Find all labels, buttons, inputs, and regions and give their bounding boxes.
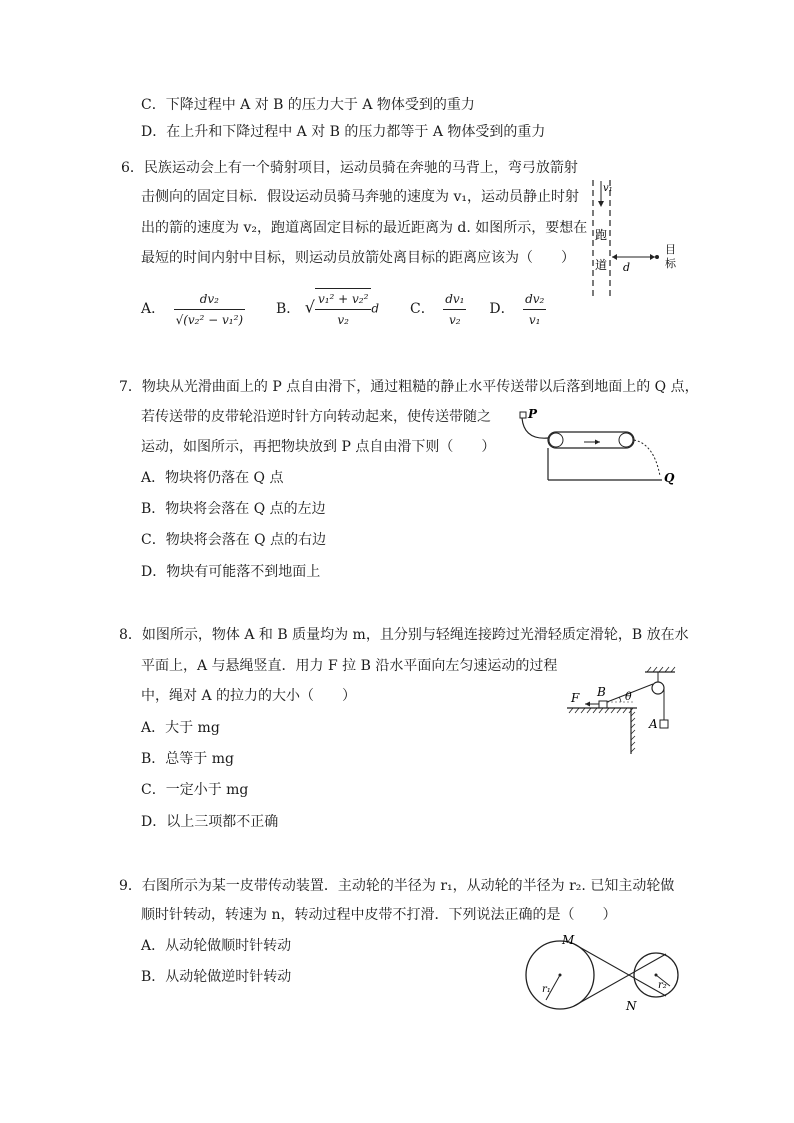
q7-stem-line-2: 若传送带的皮带轮沿逆时针方向转动起来，使传送带随之	[141, 409, 491, 425]
q7-option-d: D．物块有可能落不到地面上	[141, 564, 321, 580]
q6-option-b-label: B．	[275, 301, 301, 317]
q9-stem-line-1: 9．右图所示为某一皮带传动装置．主动轮的半径为 r₁，从动轮的半径为 r₂. 已知主动轮做	[119, 878, 675, 894]
q8-stem-line-1: 8．如图所示，物体 A 和 B 质量均为 m，且分别与轻绳连接跨过光滑轻质定滑轮，B 放在水	[119, 627, 689, 643]
q6-track-char-1: 跑	[595, 228, 608, 242]
q7-option-c: C．物块将会落在 Q 点的右边	[141, 532, 327, 548]
q8-a-label: A	[649, 717, 658, 731]
q8-stem-line-2: 平面上，A 与悬绳竖直．用力 F 拉 B 沿水平面向左匀速运动的过程	[141, 658, 558, 674]
q9-n-label: N	[626, 999, 637, 1013]
q6-option-d-label: D．	[489, 301, 515, 317]
q5-option-d: D．在上升和下降过程中 A 对 B 的压力都等于 A 物体受到的重力	[141, 124, 546, 140]
q9-option-a: A．从动轮做顺时针转动	[141, 938, 292, 954]
q7-option-a: A．物块将仍落在 Q 点	[141, 470, 284, 486]
q6-target-char-2: 标	[665, 257, 676, 270]
q5-option-c: C．下降过程中 A 对 B 的压力大于 A 物体受到的重力	[141, 97, 475, 113]
q8-option-b: B．总等于 mg	[141, 751, 234, 767]
q7-conveyor-diagram	[512, 402, 682, 492]
q6-stem-line-3: 出的箭的速度为 v₂，跑道离固定目标的最近距离为 d. 如图所示，要想在	[141, 220, 588, 236]
q8-b-label: B	[597, 685, 606, 699]
q6-stem-line-4: 最短的时间内射中目标，则运动员放箭处离目标的距离应该为（ ）	[141, 250, 575, 266]
q7-q-label: Q	[664, 471, 675, 485]
q6-option-b-formula: √ $\frac{\text{v₁² + v₂²}}{\text{v₂}}$ d	[305, 288, 379, 330]
q6-target-char-1: 目	[665, 243, 676, 256]
q6-track-diagram	[585, 175, 695, 305]
q8-option-d: D．以上三项都不正确	[141, 814, 279, 830]
q9-option-b: B．从动轮做逆时针转动	[141, 969, 292, 985]
q9-stem-line-2: 顺时针转动，转速为 n，转动过程中皮带不打滑．下列说法正确的是（ ）	[141, 907, 617, 923]
q7-option-b: B．物块将会落在 Q 点的左边	[141, 501, 326, 517]
q6-stem-line-1: 6．民族运动会上有一个骑射项目，运动员骑在奔驰的马背上，弯弓放箭射	[121, 160, 578, 176]
q8-pulley-diagram	[565, 664, 680, 759]
q6-option-a-label: A．	[141, 301, 166, 317]
q7-p-label: P	[528, 407, 538, 421]
q6-track-char-2: 道	[595, 258, 608, 272]
q6-option-c-label: C．	[410, 301, 435, 317]
q6-v1-label: v₁	[603, 183, 613, 194]
q8-option-c: C．一定小于 mg	[141, 782, 249, 798]
q6-d-label: d	[623, 261, 631, 274]
q9-m-label: M	[562, 933, 575, 947]
q6-options	[141, 288, 550, 330]
q8-stem-line-3: 中，绳对 A 的拉力的大小（ ）	[141, 688, 357, 704]
q8-theta-label: θ	[625, 690, 632, 703]
q8-option-a: A．大于 mg	[141, 720, 220, 736]
q9-r1-label: r₁	[542, 984, 551, 995]
q6-option-c-formula: $\frac{\text{dv₁}}{\text{v₂}}$	[443, 289, 466, 330]
q9-belt-drive-diagram	[512, 930, 702, 1015]
q7-stem-line-1: 7．物块从光滑曲面上的 P 点自由滑下，通过粗糙的静止水平传送带以后落到地面上的 Q 点，	[119, 379, 699, 395]
q6-option-d-formula: $\frac{\text{dv₂}}{\text{v₁}}$	[523, 289, 546, 330]
q9-r2-label: r₂	[658, 980, 667, 991]
q7-stem-line-3: 运动，如图所示，再把物块放到 P 点自由滑下则（ ）	[141, 439, 496, 455]
q6-stem-line-2: 击侧向的固定目标．假设运动员骑马奔驰的速度为 v₁，运动员静止时射	[141, 189, 579, 205]
q6-option-a-formula: $\frac{\text{dv₂}}{\text{√(v₂² − v₁²)}}$	[174, 289, 246, 330]
q8-f-label: F	[571, 691, 580, 705]
